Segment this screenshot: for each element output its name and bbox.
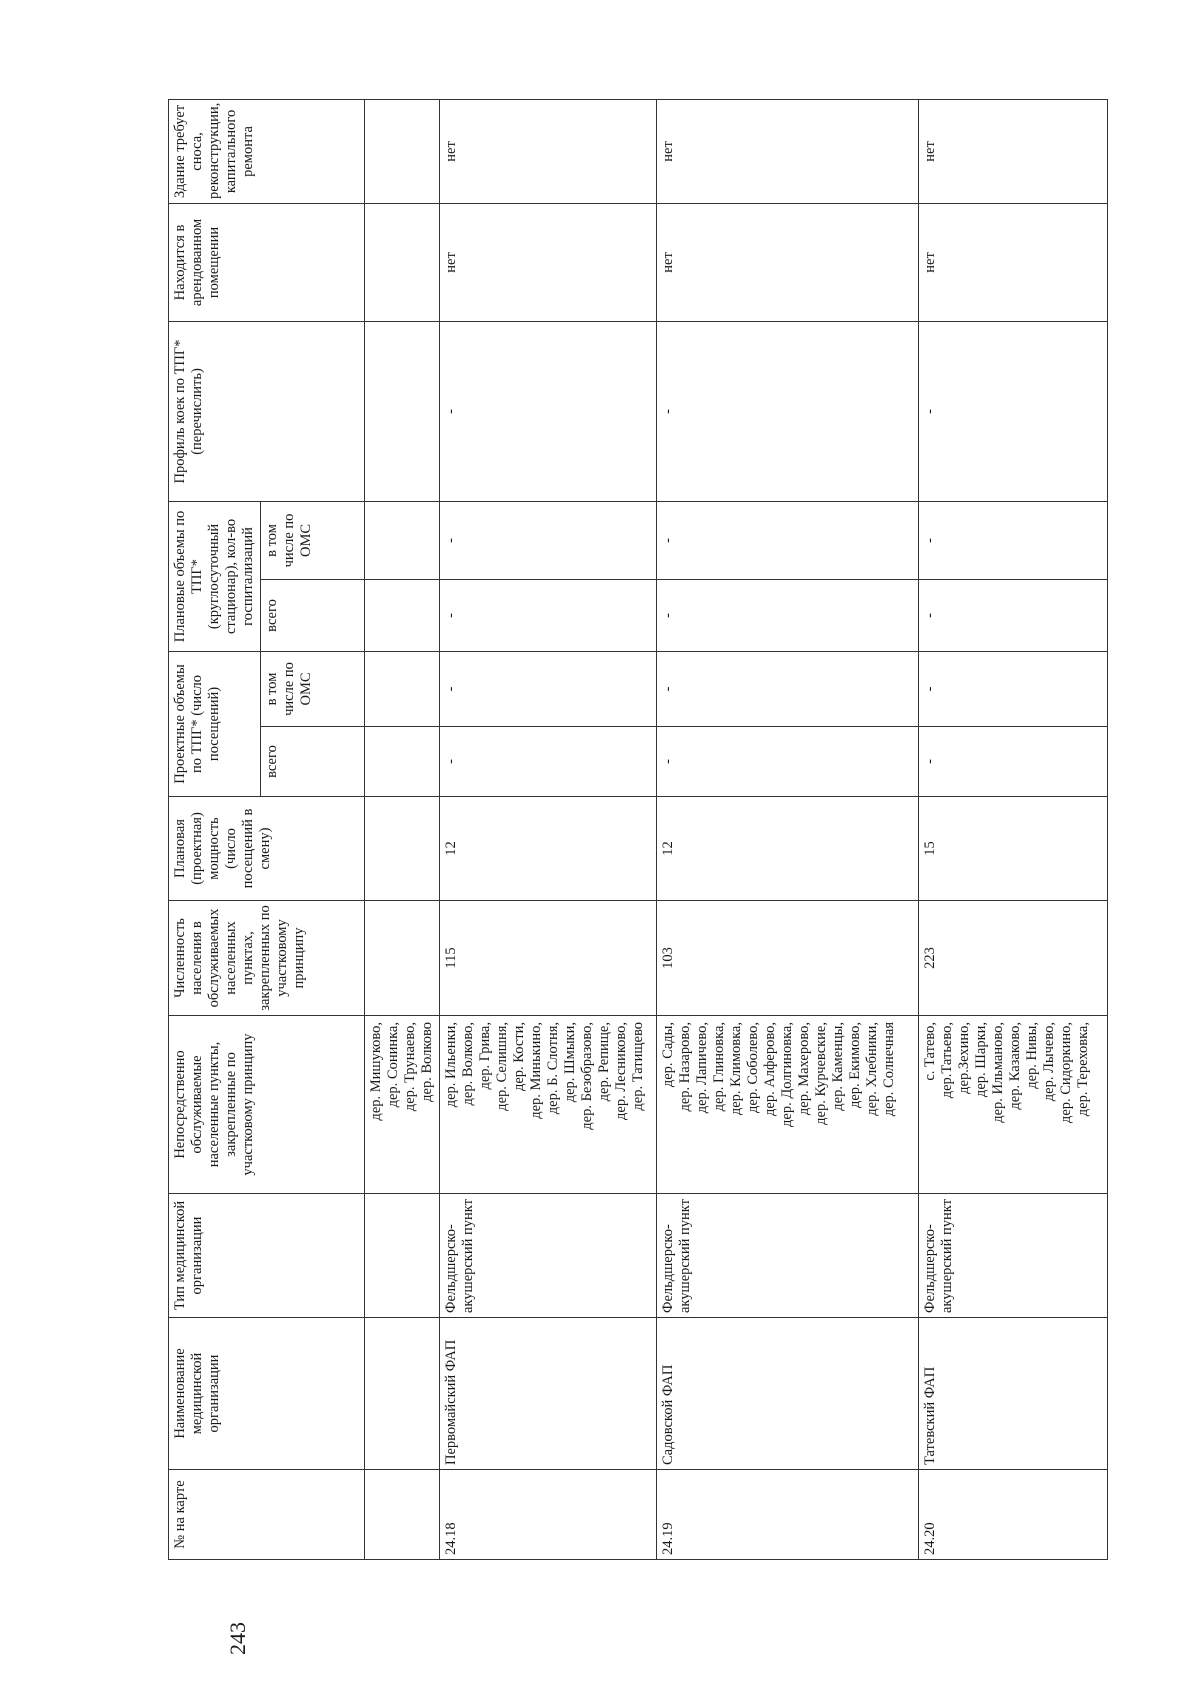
header-rented: Находится в арендованном помещении xyxy=(169,203,365,321)
row-type: Фельдшерско-акушерский пункт xyxy=(919,1194,1108,1318)
visits-total-cell: - xyxy=(440,727,657,797)
header-population: Численность населения в обслуживаемых населенных пунктах, закрепленных по участковому принципу xyxy=(169,901,365,1016)
visits-total-cell: - xyxy=(919,727,1108,797)
beds-cell: - xyxy=(656,321,919,501)
header-type: Тип медицинской организации xyxy=(169,1194,365,1318)
settlements-cell: дер. Сады, дер. Назарово, дер. Лапичево, дер. Глиновка, дер. Климовка, дер. Соболево, дер. Алферово, дер. Долгиновка, дер. Махерово, дер. Курчевские, дер. Каменцы, дер. Екимово, дер. Хлебники, дер. Солнечная xyxy=(656,1016,919,1194)
row-type: Фельдшерско-акушерский пункт xyxy=(656,1194,919,1318)
header-visits-total: всего xyxy=(261,727,365,797)
header-tpg-visits: Проектные объемы по ТПГ* (число посещений) xyxy=(169,651,261,796)
repair-cell: нет xyxy=(656,99,919,203)
rented-cell: нет xyxy=(919,203,1108,321)
settlements-cell: дер. Ильенки, дер. Волково, дер. Грива, дер. Селишня, дер. Кости, дер. Минькино, дер. Б. Слотня, дер. Шмыки, дер. Безобразово, дер. Репище, дер. Лесниково, дер. Татищево xyxy=(440,1016,657,1194)
settlements-cell: с. Татево, дер.Татьево, дер.Зехино, дер. Шарки, дер. Ильманово, дер. Казаково, дер. Нивы, дер. Лычево, дер. Сидоркино, дер. Тереховка, xyxy=(919,1016,1108,1194)
hosp-oms-cell: - xyxy=(440,501,657,579)
table-row xyxy=(440,99,657,1559)
row-name: Садовской ФАП xyxy=(656,1318,919,1470)
beds-cell: - xyxy=(919,321,1108,501)
rotated-table-container xyxy=(168,102,1108,1560)
repair-cell: нет xyxy=(919,99,1108,203)
header-visits-oms: в том числе по ОМС xyxy=(261,651,365,726)
header-num: № на карте xyxy=(169,1470,365,1560)
page-number: 243 xyxy=(225,1622,250,1655)
header-tpg-hosp: Плановые объемы по ТПГ* (круглосуточный стационар), кол-во госпитализаций xyxy=(169,501,261,651)
header-hosp-total: всего xyxy=(261,579,365,651)
header-settlements: Непосредственно обслуживаемые населенные пункты, закрепленные по участковому принципу xyxy=(169,1016,365,1194)
header-beds: Профиль коек по ТПГ* (перечислить) xyxy=(169,321,365,501)
header-hosp-oms: в том числе по ОМС xyxy=(261,501,365,579)
table-row xyxy=(656,99,919,1559)
hosp-total-cell: - xyxy=(919,579,1108,651)
beds-cell: - xyxy=(440,321,657,501)
hosp-total-cell: - xyxy=(440,579,657,651)
visits-oms-cell: - xyxy=(919,651,1108,726)
row-num: 24.18 xyxy=(440,1470,657,1560)
header-row-1 xyxy=(169,99,261,1559)
population-cell: 223 xyxy=(919,901,1108,1016)
row-type: Фельдшерско-акушерский пункт xyxy=(440,1194,657,1318)
row-name: Первомайский ФАП xyxy=(440,1318,657,1470)
hosp-oms-cell: - xyxy=(656,501,919,579)
capacity-cell: 15 xyxy=(919,797,1108,901)
facilities-table xyxy=(168,99,1108,1560)
repair-cell: нет xyxy=(440,99,657,203)
visits-oms-cell: - xyxy=(656,651,919,726)
hosp-total-cell: - xyxy=(656,579,919,651)
row-num: 24.20 xyxy=(919,1470,1108,1560)
capacity-cell: 12 xyxy=(440,797,657,901)
visits-oms-cell: - xyxy=(440,651,657,726)
row-num: 24.19 xyxy=(656,1470,919,1560)
row-name: Татевский ФАП xyxy=(919,1318,1108,1470)
settlements-cell: дер. Мишуково, дер. Сонинка, дер. Трунаево, дер. Волково xyxy=(365,1016,440,1194)
header-capacity: Плановая (проектная) мощность (число посещений в смену) xyxy=(169,797,365,901)
population-cell: 115 xyxy=(440,901,657,1016)
capacity-cell: 12 xyxy=(656,797,919,901)
visits-total-cell: - xyxy=(656,727,919,797)
rented-cell: нет xyxy=(656,203,919,321)
header-name: Наименование медицинской организации xyxy=(169,1318,365,1470)
continuation-row xyxy=(365,99,440,1559)
population-cell: 103 xyxy=(656,901,919,1016)
hosp-oms-cell: - xyxy=(919,501,1108,579)
header-repair: Здание требует сноса, реконструкции, капитального ремонта xyxy=(169,99,365,203)
rented-cell: нет xyxy=(440,203,657,321)
table-row xyxy=(919,99,1108,1559)
